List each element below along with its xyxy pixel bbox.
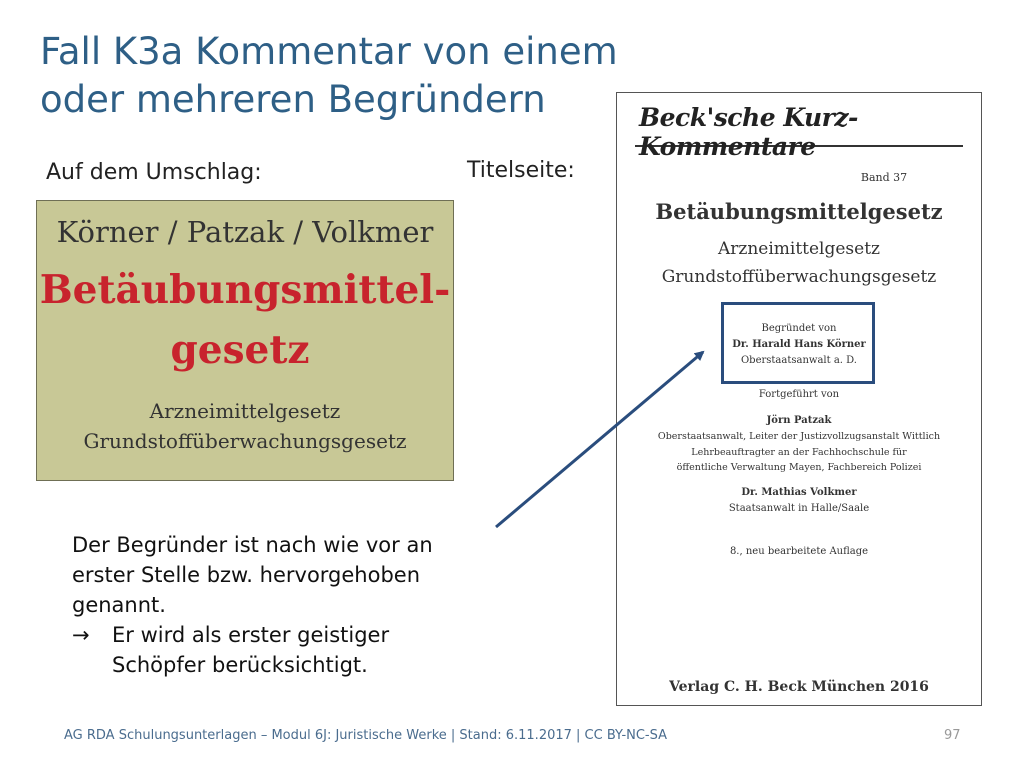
note-line-2: erster Stelle bzw. hervorgehoben (72, 563, 421, 587)
editor-1-role-3: öffentliche Verwaltung Mayen, Fachbereich Polizei (676, 462, 922, 473)
titlepage-main-title: Betäubungsmittelgesetz (655, 199, 943, 224)
title-line-1: Fall K3a Kommentar von einem (40, 30, 618, 73)
editor-1-role-1: Oberstaatsanwalt, Leiter der Justizvollzugsanstalt Wittlich (657, 431, 941, 442)
titlepage-subtitle-2: Grundstoffüberwachungsgesetz (661, 267, 937, 287)
series-logo: Beck'sche Kurz-Kommentare (635, 103, 963, 147)
founded-by-label: Begründet von (761, 323, 837, 334)
note-line-3: genannt. (72, 593, 166, 617)
note-line-5: Schöpfer berücksichtigt. (112, 653, 368, 677)
page-number: 97 (944, 728, 961, 743)
cover-subtitle-2: Grundstoffüberwachungsgesetz (83, 429, 407, 453)
founder-role: Oberstaatsanwalt a. D. (740, 355, 857, 366)
titlepage-subtitle-1: Arzneimittelgesetz (717, 239, 881, 259)
editor-1-name: Jörn Patzak (766, 415, 832, 426)
continued-by-label: Fortgeführt von (758, 389, 840, 400)
note-line-4: Er wird als erster geistiger (112, 623, 390, 647)
cover-title-line-2: gesetz (170, 327, 310, 373)
publisher-imprint: Verlag C. H. Beck München 2016 (669, 679, 929, 695)
footer-text: AG RDA Schulungsunterlagen – Modul 6J: Juristische Werke | Stand: 6.11.2017 | CC BY-NC-SA (64, 728, 668, 743)
arrow-right-icon: → (72, 623, 90, 647)
editor-1-role-2: Lehrbeauftragter an der Fachhochschule für (691, 447, 907, 458)
cover-subtitle-1: Arzneimittelgesetz (149, 399, 341, 423)
edition-statement: 8., neu bearbeitete Auflage (729, 546, 869, 557)
editor-2-role: Staatsanwalt in Halle/Saale (728, 503, 870, 514)
editor-2-name: Dr. Mathias Volkmer (741, 487, 857, 498)
note-conclusion (72, 620, 522, 680)
founder-name: Dr. Harald Hans Körner (732, 339, 866, 350)
note-line-1: Der Begründer ist nach wie vor an (72, 533, 433, 557)
title-line-2: oder mehreren Begründern (40, 78, 546, 121)
cover-title-line-1: Betäubungsmittel- (39, 267, 451, 313)
titlepage-label: Titelseite: (467, 158, 575, 183)
cover-label: Auf dem Umschlag: (46, 160, 262, 185)
cover-authors: Körner / Patzak / Volkmer (56, 215, 434, 249)
explanation-text (72, 530, 522, 680)
band-number: Band 37 (860, 171, 908, 184)
